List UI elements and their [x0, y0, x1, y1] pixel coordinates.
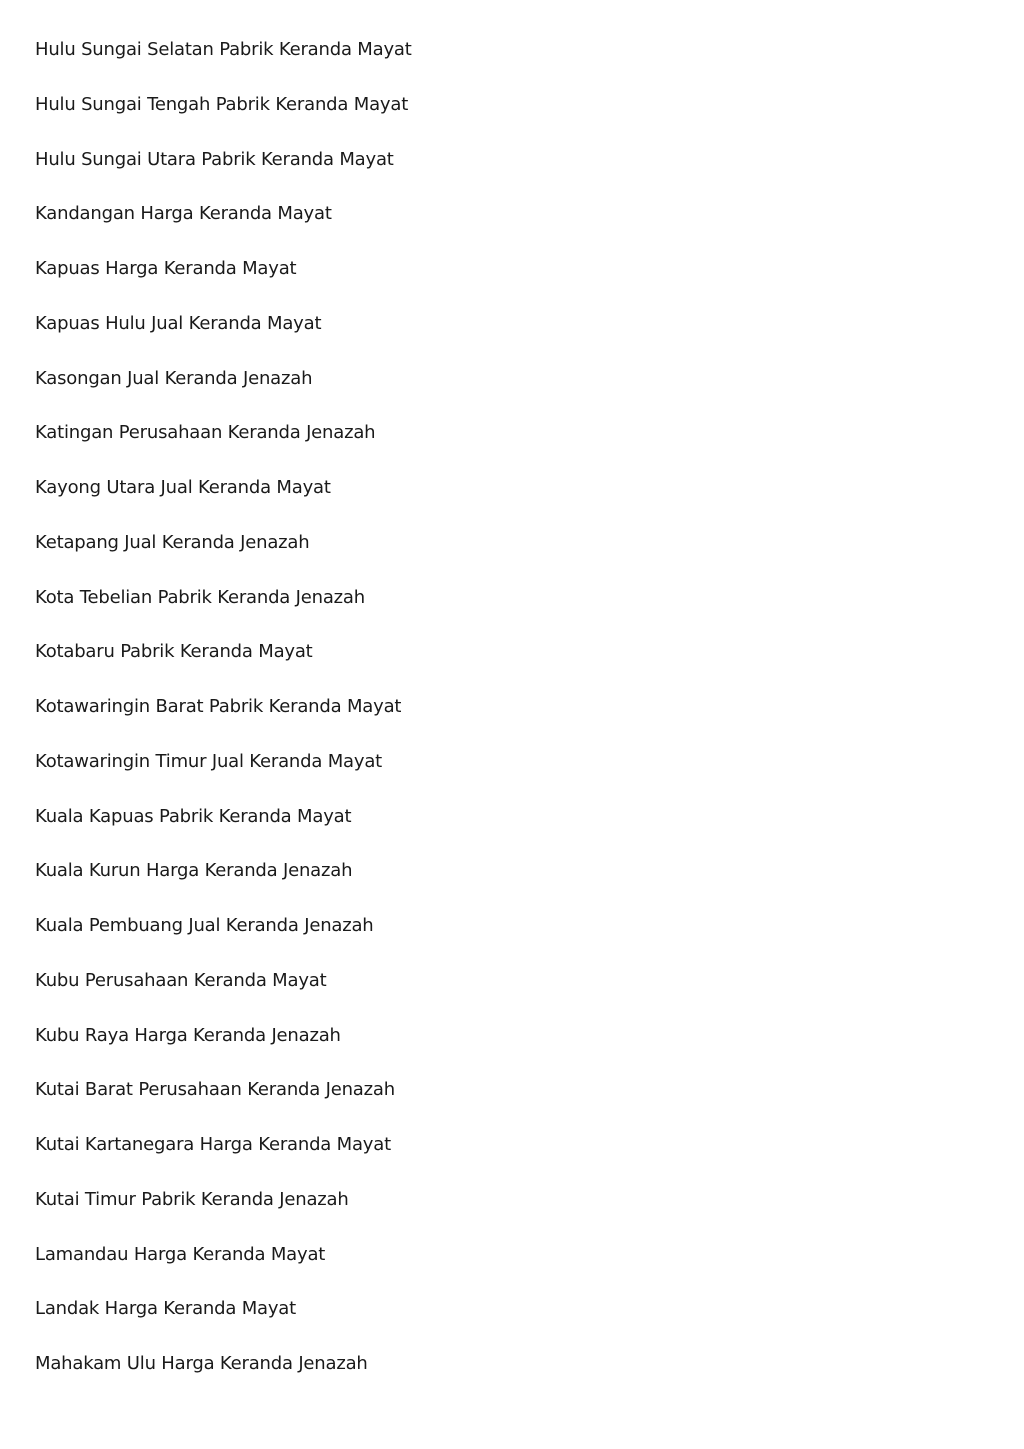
list-item: Ketapang Jual Keranda Jenazah [35, 531, 310, 553]
list-item: Landak Harga Keranda Mayat [35, 1298, 296, 1320]
list-item: Kapuas Hulu Jual Keranda Mayat [35, 312, 322, 334]
list-item: Kotawaringin Timur Jual Keranda Mayat [35, 750, 383, 772]
list-item: Kotabaru Pabrik Keranda Mayat [35, 641, 313, 663]
list-item: Kutai Barat Perusahaan Keranda Jenazah [35, 1079, 395, 1101]
list-item: Kandangan Harga Keranda Mayat [35, 203, 332, 225]
list-item: Kuala Kapuas Pabrik Keranda Mayat [35, 805, 352, 827]
list-item: Kuala Pembuang Jual Keranda Jenazah [35, 915, 374, 936]
list-item: Kapuas Harga Keranda Mayat [35, 258, 297, 279]
list-item: Katingan Perusahaan Keranda Jenazah [35, 422, 376, 444]
list-item: Hulu Sungai Tengah Pabrik Keranda Mayat [35, 93, 409, 115]
list-item: Kasongan Jual Keranda Jenazah [35, 367, 313, 389]
list-item: Mahakam Ulu Harga Keranda Jenazah [35, 1353, 368, 1374]
list-item: Kayong Utara Jual Keranda Mayat [35, 477, 331, 498]
location-list [35, 36, 412, 1405]
list-item: Hulu Sungai Utara Pabrik Keranda Mayat [35, 148, 394, 170]
list-item: Kutai Kartanegara Harga Keranda Mayat [35, 1134, 391, 1155]
list-item: Lamandau Harga Keranda Mayat [35, 1243, 326, 1265]
list-item: Hulu Sungai Selatan Pabrik Keranda Mayat [35, 39, 412, 60]
list-item: Kuala Kurun Harga Keranda Jenazah [35, 860, 353, 882]
list-item: Kubu Raya Harga Keranda Jenazah [35, 1024, 341, 1046]
list-item: Kubu Perusahaan Keranda Mayat [35, 969, 327, 991]
list-item: Kutai Timur Pabrik Keranda Jenazah [35, 1188, 349, 1210]
list-item: Kotawaringin Barat Pabrik Keranda Mayat [35, 696, 402, 717]
list-item: Kota Tebelian Pabrik Keranda Jenazah [35, 586, 365, 608]
